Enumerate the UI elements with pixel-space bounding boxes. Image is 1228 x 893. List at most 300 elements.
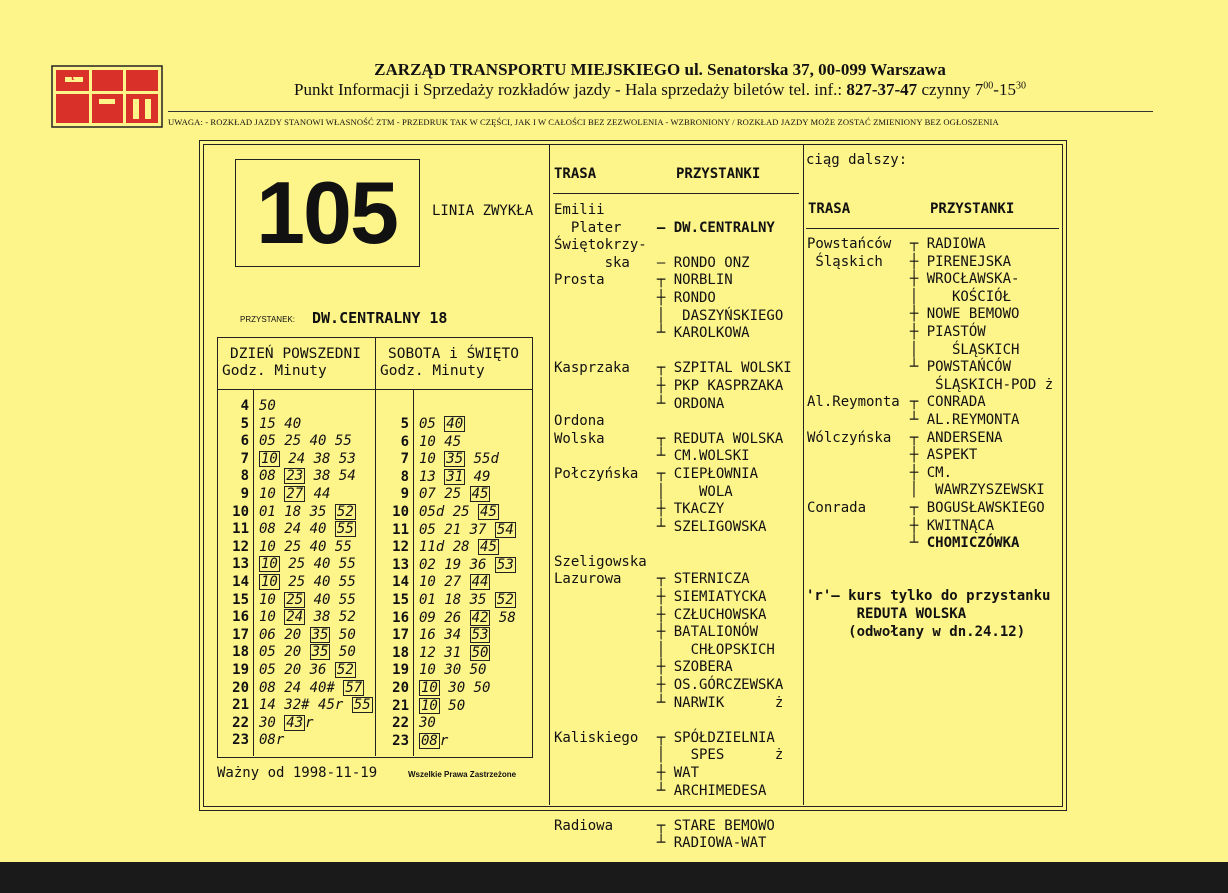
route-header-rule-2 [806, 228, 1059, 229]
hour-label: 18 [232, 644, 249, 661]
minute-value: 40# [309, 679, 335, 696]
line-number: 105 [256, 163, 397, 262]
minutes [259, 591, 356, 609]
hour-label: 21 [392, 697, 409, 714]
minute-suffix: r [305, 714, 314, 731]
minutes [259, 626, 356, 644]
route-line: ┬ RADIOWA [893, 236, 986, 252]
minutes [259, 432, 352, 450]
route-line [640, 237, 803, 255]
divider [549, 144, 550, 805]
header-line-2: Punkt Informacji i Sprzedaży rozkładów jazdy - Hala sprzedaży biletów tel. inf.: 827-37-47 czynny $7^{00}-15^{30}$ [294, 80, 1026, 99]
minute-value: 58 [498, 609, 516, 626]
minute-value: 09 [419, 609, 436, 626]
route-line [640, 800, 803, 818]
header-line-1: ZARZĄD TRANSPORTU MIEJSKIEGO ul. Senatorska 37, 00-099 Warszawa [374, 60, 946, 79]
route-stops-2 [893, 236, 1061, 553]
minutes [419, 697, 465, 715]
route-line: Wólczyńska [807, 429, 892, 446]
route-line: ┴ RADIOWA-WAT [640, 835, 767, 852]
route-stops-1 [640, 202, 803, 853]
route-line: ┼ PKP KASPRZAKA [640, 377, 784, 394]
route-line: ┬ CIEPŁOWNIA [640, 465, 759, 482]
hour-label: 10 [392, 504, 409, 520]
minutes [419, 732, 448, 750]
minute-value: 25 [286, 591, 304, 608]
minute-value: 34 [444, 627, 462, 644]
minute-value: 21 [444, 521, 462, 538]
minutes [419, 679, 490, 697]
route-line: ┴ KAROLKOWA [640, 325, 750, 342]
minute-value: 50 [259, 398, 276, 414]
route-line: Śląskich [807, 253, 883, 270]
minute-value: 35 [311, 626, 329, 643]
route-line: ┴ ORDONA [640, 395, 725, 412]
route-line: ┴ NARWIK ż [640, 694, 784, 711]
hour-label: 20 [392, 680, 409, 696]
minute-value: 50 [473, 680, 491, 696]
minute-value: 24 [284, 679, 302, 696]
route-line: – RONDO ONZ [640, 254, 750, 271]
hour-label: 16 [392, 609, 409, 626]
route-line: Połczyńska [554, 465, 639, 482]
minute-value: 45r [318, 697, 344, 714]
route-line: │ CHŁOPSKICH [640, 641, 775, 658]
minute-value: 35 [311, 644, 329, 661]
minute-value: 20 [284, 662, 302, 678]
minute-value: 38 [313, 450, 331, 467]
minute-value: 16 [419, 627, 436, 644]
minutes [259, 397, 276, 415]
minute-value: 27 [286, 486, 304, 502]
hour-label: 11 [392, 521, 409, 538]
route-line: ┼ RONDO [640, 289, 716, 306]
minute-value: 20 [284, 626, 302, 643]
minute-value: 40 [309, 521, 327, 538]
route-line: Radiowa [554, 817, 614, 834]
route-line [640, 712, 803, 730]
minute-value: 10 [261, 450, 278, 467]
hour-label: 4 [240, 398, 249, 414]
minute-value: 35 [469, 592, 487, 608]
route-header-stops: PRZYSTANKI [676, 166, 761, 182]
minute-value: 10 [259, 486, 276, 502]
minute-value: 07 [419, 486, 436, 503]
route-header-trasa-2: TRASA [808, 201, 851, 217]
route-line: ┼ PIRENEJSKA [893, 253, 1012, 270]
minute-value: 05d [419, 504, 445, 520]
route-line: ┴ CHOMICZÓWKA [893, 535, 1020, 552]
route-line: ┼ WAT [640, 765, 700, 781]
minute-value: 24 [286, 609, 304, 626]
minute-value: 40 [313, 556, 331, 573]
route-line: │ WAWRZYSZEWSKI [893, 482, 1045, 499]
minute-value: 55 [334, 538, 352, 555]
minute-value: 10 [421, 680, 438, 696]
minute-value: 10 [419, 451, 436, 468]
minute-value: 55 [338, 574, 356, 590]
hour-label: 9 [240, 486, 249, 502]
route-line: ┼ SIEMIATYCKA [640, 589, 767, 606]
route-line: ┬ SPÓŁDZIELNIA [640, 729, 775, 746]
route-line: ┼ CZŁUCHOWSKA [640, 606, 767, 623]
route-line: │ KOŚCIÓŁ [893, 288, 1012, 305]
minutes [419, 609, 516, 627]
minute-value: 10 [419, 662, 436, 679]
minutes [419, 503, 499, 521]
hour-label: 23 [392, 732, 409, 749]
timetable-split [375, 337, 376, 756]
minute-value: 53 [471, 627, 489, 644]
minute-value: 10 [419, 433, 436, 450]
minute-value: 10 [421, 697, 438, 714]
hour-label: 22 [232, 714, 249, 731]
minute-value: 25 [452, 504, 470, 520]
minute-value: 20 [284, 644, 302, 661]
valid-from: Ważny od 1998-11-19 [217, 765, 378, 781]
minutes [419, 556, 516, 574]
minute-value: 35 [446, 451, 464, 468]
minutes [419, 468, 490, 486]
minutes [419, 626, 490, 644]
route-line: ┼ WROCŁAWSKA- [893, 271, 1020, 288]
hour-label: 11 [232, 521, 249, 538]
minute-value: 38 [313, 468, 331, 485]
minute-value: 06 [259, 626, 276, 643]
holiday-sub: Godz. Minuty [380, 363, 485, 379]
route-line: Lazurowa [554, 571, 622, 588]
minute-value: 18 [284, 503, 302, 520]
route-line [640, 343, 803, 361]
rights-notice: Wszelkie Prawa Zastrzeżone [408, 770, 517, 779]
weekday-departures [221, 397, 375, 757]
minutes [419, 591, 516, 609]
copyright-warning: UWAGA: - ROZKŁAD JAZDY STANOWI WŁASNOŚĆ ZTM - PRZEDRUK TAK W CZĘŚCI, JAK I W CAŁOŚCI BEZ ZEZWOLENIA - WZBRONIONY / ROZKŁAD JAZDY MOŻE ZOSTAĆ ZMIENIONY BEZ OGŁOSZENIA [168, 117, 999, 127]
minute-value: 54 [496, 521, 514, 538]
minute-value: 35 [309, 503, 327, 520]
route-line: │ ŚLĄSKICH [893, 341, 1020, 358]
route-line: ┼ BATALIONÓW [640, 624, 759, 641]
route-line: ┴ AL.REYMONTA [893, 411, 1020, 428]
minute-value: 55d [473, 451, 499, 468]
hour-label: 15 [232, 591, 249, 608]
route-line: ┼ CM. [893, 464, 953, 481]
route-line: ┬ REDUTA WOLSKA [640, 430, 784, 447]
minute-value: 30 [444, 662, 462, 679]
route-line: Al.Reymonta [807, 394, 900, 411]
minute-value: 25 [288, 574, 306, 590]
minute-value: 36 [309, 662, 327, 678]
hour-label: 21 [232, 697, 249, 714]
scan-edge [0, 862, 1228, 893]
minute-value: 28 [452, 539, 470, 556]
hour-label: 8 [240, 468, 249, 485]
header-rule [168, 111, 1153, 112]
minute-value: 55 [353, 697, 371, 714]
hour-label: 6 [400, 433, 409, 450]
minute-value: 50 [448, 697, 466, 714]
minutes [419, 538, 499, 556]
minute-value: 36 [469, 556, 487, 573]
minute-value: 52 [336, 503, 354, 520]
hour-label: 8 [400, 468, 409, 485]
minutes [259, 643, 356, 661]
route-line: – DW.CENTRALNY [640, 219, 775, 236]
minute-value: 23 [286, 468, 304, 485]
divider [803, 144, 804, 805]
hour-label: 17 [392, 627, 409, 644]
minute-value: 02 [419, 556, 436, 573]
minute-value: 13 [419, 468, 436, 485]
minute-value: 15 [259, 415, 276, 432]
minute-value: 32# [284, 697, 310, 714]
minutes [419, 485, 490, 503]
minutes [259, 696, 373, 714]
minute-value: 30 [448, 680, 466, 696]
route-line [640, 536, 803, 554]
route-line: Kaliskiego [554, 729, 639, 746]
holiday-title: SOBOTA i ŚWIĘTO [388, 346, 519, 362]
minute-value: 25 [444, 486, 462, 503]
route-line: Conrada [807, 499, 867, 516]
minute-value: 52 [336, 662, 354, 678]
minute-value: 30 [259, 714, 276, 731]
hour-label: 12 [392, 539, 409, 556]
route-line: Prosta [554, 272, 605, 289]
minute-value: 24 [284, 521, 302, 538]
minute-value: 08r [259, 732, 285, 749]
route-line [640, 202, 803, 220]
minutes [259, 555, 356, 573]
minute-value: 30 [419, 715, 436, 732]
minute-value: 10 [261, 574, 278, 590]
minute-value: 38 [313, 609, 331, 626]
svg-text:t: t [71, 72, 75, 83]
minute-value: 05 [419, 416, 436, 432]
minute-value: 05 [419, 521, 436, 538]
minute-value: 50 [471, 644, 489, 661]
minutes [259, 503, 356, 521]
minute-value: 40 [313, 591, 331, 608]
minute-value: 25 [284, 538, 302, 555]
minute-value: 55 [334, 433, 352, 450]
minute-value: 19 [444, 556, 462, 573]
minute-value: 25 [288, 556, 306, 573]
route-line: Wolska [554, 430, 605, 447]
route-line: │ WOLA [640, 483, 733, 500]
minute-value: 50 [338, 644, 356, 661]
minute-value: 08 [421, 732, 438, 749]
stop-label: PRZYSTANEK: [240, 315, 295, 324]
minute-value: 24 [288, 450, 306, 467]
route-line: ┴ SZELIGOWSKA [640, 518, 767, 535]
minutes [419, 521, 516, 539]
minute-value: 50 [338, 626, 356, 643]
ztm-logo [51, 65, 163, 128]
hour-label: 13 [232, 556, 249, 573]
hour-label: 19 [232, 662, 249, 678]
route-line: ┼ OS.GÓRCZEWSKA [640, 677, 784, 694]
minute-value: 12 [419, 644, 436, 661]
route-line: ┬ STARE BEMOWO [640, 817, 775, 834]
minute-value: 31 [444, 644, 462, 661]
minute-value: 55 [336, 521, 354, 538]
minute-value: 45 [471, 486, 489, 503]
minute-value: 52 [338, 609, 356, 626]
minute-value: 44 [471, 574, 489, 591]
minute-value: 01 [259, 503, 276, 520]
minute-value: 10 [259, 538, 276, 555]
hour-label: 14 [392, 574, 409, 591]
minute-value: 05 [259, 644, 276, 661]
minute-value: 25 [284, 433, 302, 450]
route-line: Plater [554, 219, 622, 236]
minute-value: 55 [338, 591, 356, 608]
minutes [419, 661, 486, 679]
hour-label: 20 [232, 679, 249, 696]
route-line: Kasprzaka [554, 360, 630, 377]
route-line: ┴ ARCHIMEDESA [640, 782, 767, 799]
hour-label: 7 [240, 450, 249, 467]
minute-value: 08 [259, 679, 276, 696]
minute-value: 53 [496, 556, 514, 573]
minute-value: 42 [471, 609, 489, 626]
minute-value: 43 [286, 714, 304, 731]
route-line: ŚLĄSKICH-POD ż [893, 376, 1054, 393]
minute-value: 49 [473, 468, 491, 485]
hour-label: 5 [240, 415, 249, 432]
continued-label: ciąg dalszy: [806, 152, 908, 168]
minute-value: 45 [480, 504, 497, 520]
minutes [259, 415, 301, 433]
line-type: LINIA ZWYKŁA [432, 203, 534, 219]
route-line: ┼ TKACZY [640, 501, 725, 518]
minute-value: 45 [444, 433, 462, 450]
route-line: Ordona [554, 413, 605, 430]
minutes [259, 661, 356, 679]
route-line: ┴ POWSTAŃCÓW [893, 359, 1012, 376]
minutes [259, 485, 330, 503]
minutes [419, 450, 499, 468]
weekday-sub: Godz. Minuty [222, 363, 327, 379]
hour-label: 16 [232, 609, 249, 626]
minute-value: 44 [313, 486, 331, 502]
minutes [259, 520, 356, 538]
route-line [640, 413, 803, 431]
route-line: ┴ CM.WOLSKI [640, 448, 750, 465]
minute-value: 31 [446, 468, 464, 485]
route-line [640, 554, 803, 572]
route-line: ┬ ANDERSENA [893, 429, 1003, 446]
minute-value: 08 [259, 521, 276, 538]
route-line: ┬ STERNICZA [640, 571, 750, 588]
route-header-trasa: TRASA [554, 166, 597, 182]
minute-value: 53 [338, 450, 356, 467]
minute-value: 55 [338, 556, 356, 573]
route-header-rule [553, 193, 799, 194]
hour-label: 18 [392, 644, 409, 661]
route-header-stops-2: PRZYSTANKI [930, 201, 1015, 217]
hour-label: 7 [400, 451, 409, 468]
route-line: ska [554, 254, 630, 271]
route-line: ┼ KWITNĄCA [893, 517, 995, 534]
minute-value: 57 [345, 679, 363, 696]
route-line: │ DASZYŃSKIEGO [640, 307, 784, 324]
minute-value: 10 [259, 609, 276, 626]
hour-label: 22 [392, 715, 409, 732]
minute-value: 10 [419, 574, 436, 591]
holiday-departures [381, 415, 531, 755]
hour-label: 12 [232, 538, 249, 555]
hour-label: 17 [232, 626, 249, 643]
route-line: ┼ PIASTÓW [893, 323, 986, 340]
minutes [259, 714, 314, 732]
minute-value: 11d [419, 539, 445, 556]
hour-label: 23 [232, 732, 249, 749]
minute-value: 52 [496, 592, 514, 608]
hour-label: 14 [232, 574, 249, 590]
minute-value: 10 [261, 556, 278, 573]
minute-value: 54 [338, 468, 356, 485]
minute-value: 05 [259, 662, 276, 678]
minute-value: 40 [309, 433, 327, 450]
route-line: ┼ SZOBERA [640, 659, 733, 676]
route-line: Świętokrzy- [554, 237, 647, 254]
minute-value: 37 [469, 521, 487, 538]
minute-value: 26 [444, 609, 462, 626]
minutes [259, 608, 356, 626]
route-line: Emilii [554, 202, 605, 218]
minute-value: 01 [419, 592, 436, 608]
minute-value: 10 [259, 591, 276, 608]
minute-value: 14 [259, 697, 276, 714]
timetable-header-rule [217, 389, 532, 390]
hour-label: 9 [400, 486, 409, 503]
hour-label: 10 [232, 503, 249, 520]
route-line: ┬ BOGUSŁAWSKIEGO [893, 499, 1045, 516]
route-line: Szeligowska [554, 553, 647, 570]
hour-label: 13 [392, 556, 409, 573]
route-line: Powstańców [807, 236, 892, 252]
minutes [419, 714, 436, 732]
minute-suffix: r [439, 732, 449, 749]
hour-label: 6 [240, 433, 249, 450]
weekday-title: DZIEŃ POWSZEDNI [230, 346, 361, 362]
minute-value: 08 [259, 468, 276, 485]
r-course-note: 'r'– kurs tylko do przystanku REDUTA WOLSKA (odwołany w dn.24.12) [806, 588, 1051, 640]
route-line: ┬ CONRADA [893, 394, 986, 411]
minutes [259, 731, 284, 749]
route-line: ┼ ASPEKT [893, 447, 978, 464]
minute-value: 45 [480, 539, 497, 556]
minutes [259, 679, 364, 697]
minutes [259, 573, 356, 591]
minutes [419, 433, 461, 451]
hour-label: 5 [400, 416, 409, 432]
minute-value: 18 [444, 592, 462, 608]
route-line: ┼ NOWE BEMOWO [893, 306, 1020, 323]
route-line: │ SPES ż [640, 747, 784, 764]
minutes [259, 538, 352, 556]
minutes [419, 644, 490, 662]
minute-value: 50 [469, 662, 487, 679]
hour-label: 19 [392, 662, 409, 679]
hour-label: 15 [392, 592, 409, 608]
minute-value: 40 [446, 416, 464, 432]
minute-value: 05 [259, 433, 276, 450]
minute-value: 40 [313, 574, 331, 590]
stop-name: DW.CENTRALNY 18 [312, 309, 448, 327]
